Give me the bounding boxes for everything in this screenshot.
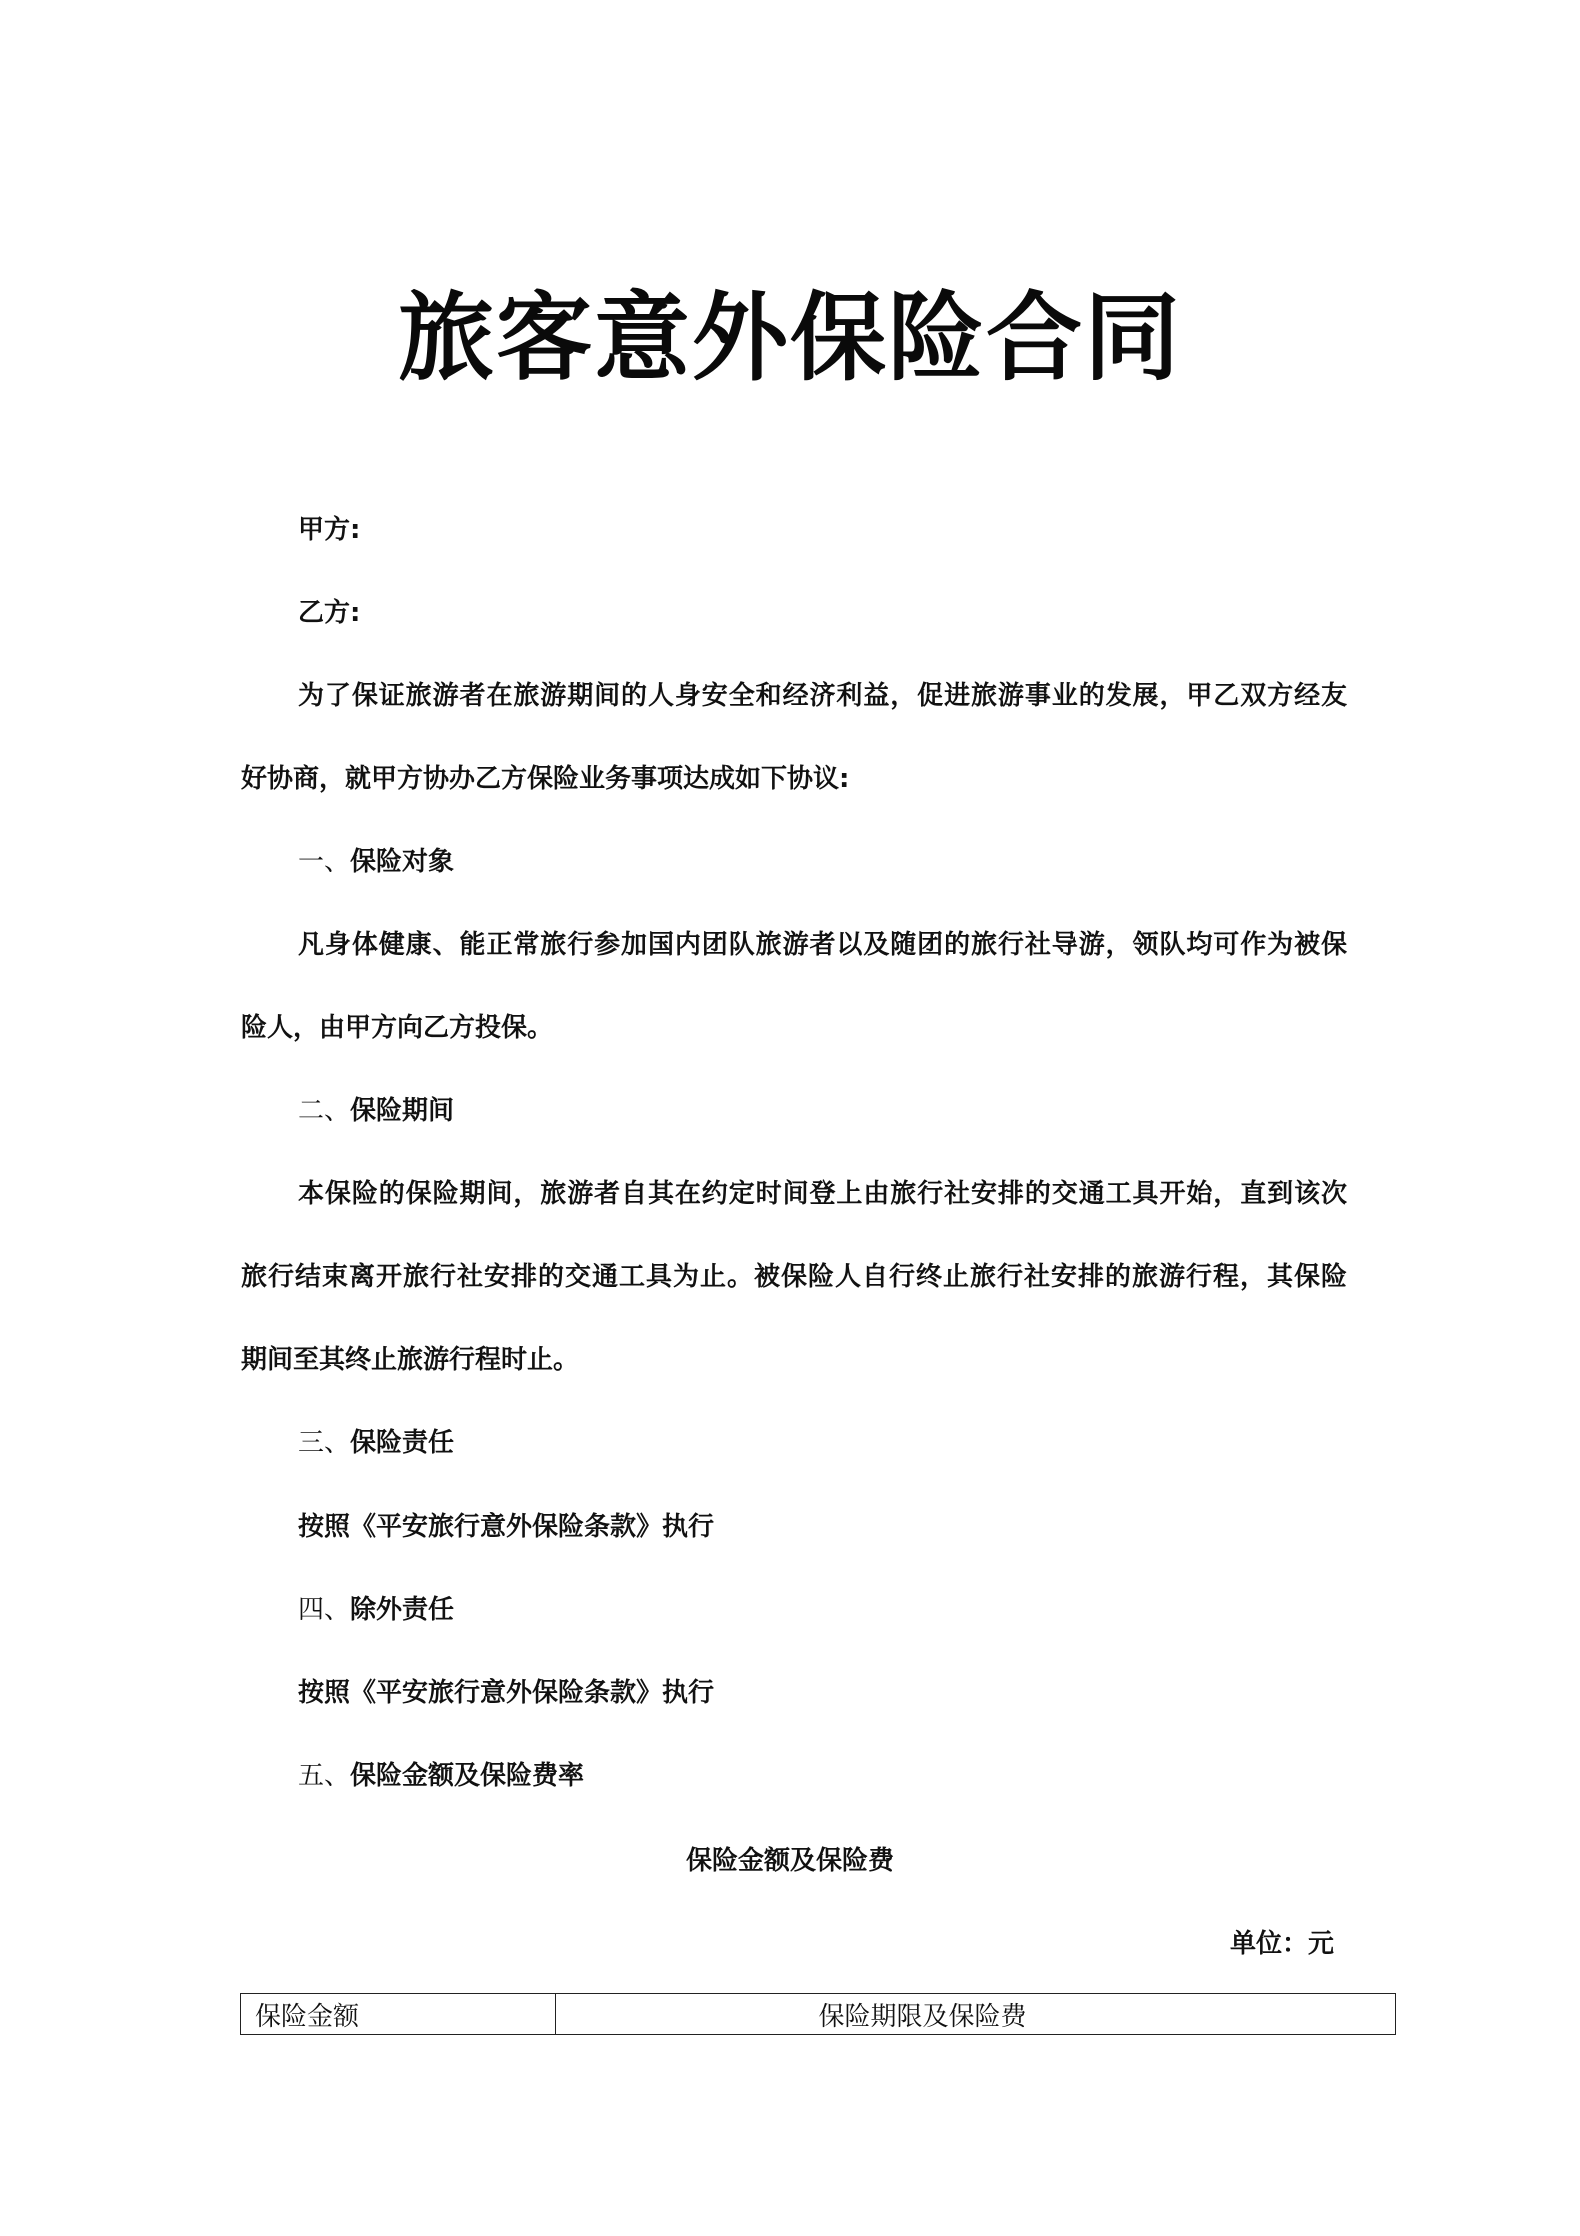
table-header-row [241,1994,1396,2035]
section-title: 保险期间 [350,1096,455,1126]
section-number: 三、 [298,1428,351,1458]
table-unit: 单位：元 [1230,1929,1335,1959]
section-number: 五、 [298,1761,351,1791]
section-heading-4 [298,1593,454,1627]
section-number: 一、 [298,847,351,877]
section-2-line-3: 期间至其终止旅游行程时止。 [241,1345,580,1375]
section-title: 保险金额及保险费率 [350,1761,585,1791]
section-4-line-1: 按照《平安旅行意外保险条款》执行 [298,1678,715,1708]
table-title: 保险金额及保险费 [685,1846,894,1876]
section-title: 保险责任 [350,1428,455,1458]
section-title: 除外责任 [350,1595,455,1625]
section-1-line-2: 险人，由甲方向乙方投保。 [241,1013,554,1043]
document-title: 旅客意外保险合同 [398,282,1182,394]
party-a-label: 甲方: [298,515,361,545]
section-2-line-2: 旅行结束离开旅行社安排的交通工具为止。被保险人自行终止旅行社安排的旅游行程，其保险 [241,1262,1347,1292]
section-heading-1 [298,845,454,879]
section-title: 保险对象 [350,847,455,877]
section-3-line-1: 按照《平安旅行意外保险条款》执行 [298,1512,715,1542]
section-2-line-1: 本保险的保险期间，旅游者自其在约定时间登上由旅行社安排的交通工具开始，直到该次 [298,1179,1347,1209]
table-header-cell: 保险期限及保险费 [556,1994,1396,2035]
premium-table [240,1993,1396,2035]
preamble-line-1: 为了保证旅游者在旅游期间的人身安全和经济利益，促进旅游事业的发展，甲乙双方经友 [298,681,1347,711]
section-heading-3 [298,1426,454,1460]
preamble-line-2: 好协商，就甲方协办乙方保险业务事项达成如下协议: [241,764,850,794]
section-number: 二、 [298,1096,351,1126]
section-number: 四、 [298,1595,351,1625]
section-1-line-1: 凡身体健康、能正常旅行参加国内团队旅游者以及随团的旅行社导游，领队均可作为被保 [298,930,1347,960]
section-heading-2 [298,1094,454,1128]
party-b-label: 乙方: [298,598,361,628]
table-header-cell: 保险金额 [241,1994,556,2035]
section-heading-5 [298,1759,584,1793]
